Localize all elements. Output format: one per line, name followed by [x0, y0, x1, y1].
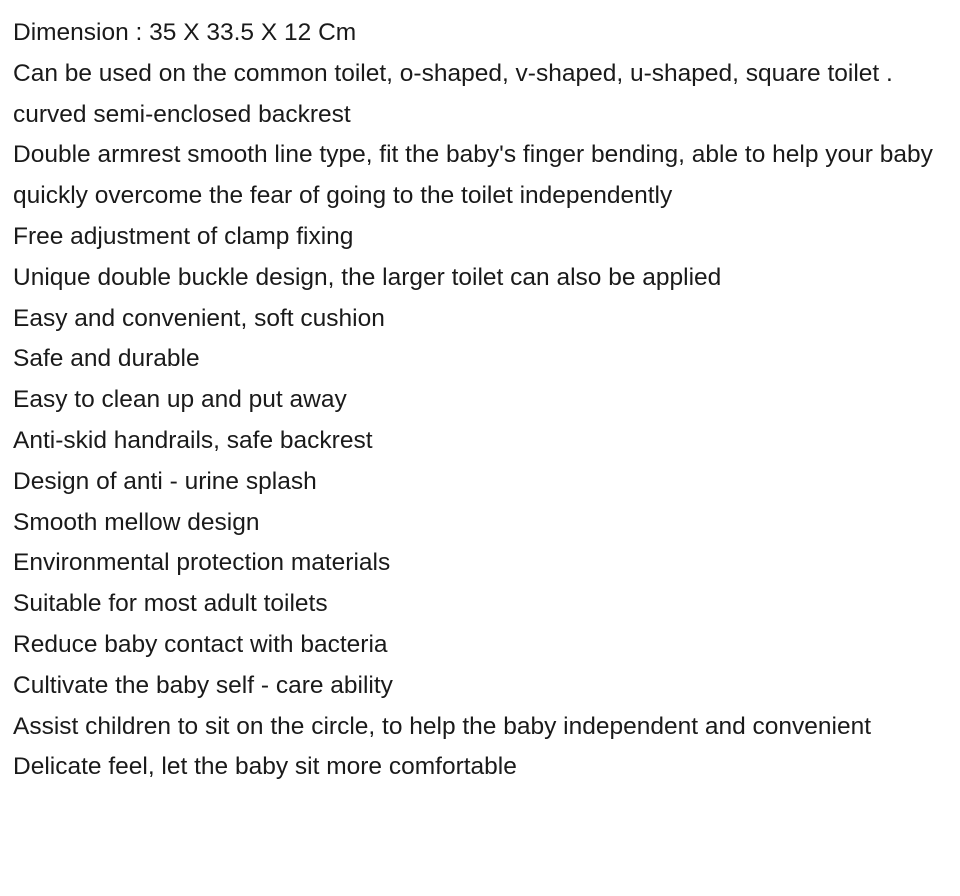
feature-line-mellow: Smooth mellow design — [13, 508, 260, 536]
feature-line-clean: Easy to clean up and put away — [13, 386, 347, 414]
feature-line-self-care: Cultivate the baby self - care ability — [13, 671, 393, 699]
feature-line-durable: Safe and durable — [13, 345, 200, 373]
feature-line-cushion: Easy and convenient, soft cushion — [13, 304, 385, 332]
feature-line-adult-toilets: Suitable for most adult toilets — [13, 590, 328, 618]
feature-line-handrails: Anti-skid handrails, safe backrest — [13, 426, 373, 454]
feature-line-assist: Assist children to sit on the circle, to help the baby independent and convenient — [13, 712, 872, 740]
feature-line-toilet-compatibility: Can be used on the common toilet, o-shaped, v-shaped, u-shaped, square toilet . — [13, 59, 893, 87]
feature-line-materials: Environmental protection materials — [13, 549, 391, 577]
feature-line-clamp: Free adjustment of clamp fixing — [13, 222, 354, 250]
feature-line-armrest: Double armrest smooth line type, fit the baby's finger bending, able to help your baby quickly overcome the fear of going to the toilet independently — [13, 141, 933, 210]
feature-line-comfort: Delicate feel, let the baby sit more comfortable — [13, 753, 517, 781]
feature-line-backrest: curved semi-enclosed backrest — [13, 100, 351, 128]
feature-line-splash: Design of anti - urine splash — [13, 467, 317, 495]
product-description — [13, 13, 948, 788]
feature-line-bacteria: Reduce baby contact with bacteria — [13, 630, 388, 658]
feature-line-buckle: Unique double buckle design, the larger toilet can also be applied — [13, 263, 722, 291]
dimension-line: Dimension : 35 X 33.5 X 12 Cm — [13, 19, 357, 46]
